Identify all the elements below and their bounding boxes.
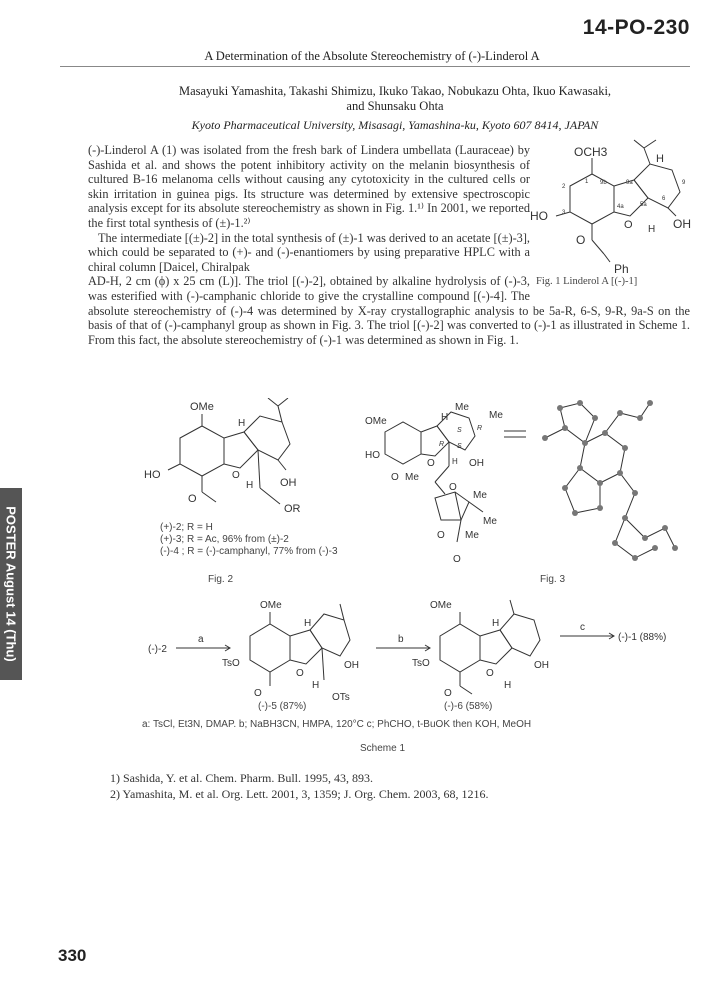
authors-line-2: and Shunsaku Ohta: [346, 99, 444, 113]
structure-label: OMe: [430, 600, 452, 611]
abstract-code: 14-PO-230: [582, 16, 690, 39]
paragraph-2: The intermediate [(±)-2] in the total synthesis of (±)-1 was derived to an acetate [(±)-3], which could be separated to (+)- and (-)-enantiomers by using preparative HPLC with a chiral column [Daicel, Chiralpak: [88, 230, 530, 274]
reference-2: 2) Yamashita, M. et al. Org. Lett. 2001, 3, 1359; J. Org. Chem. 2003, 68, 1216.: [110, 787, 489, 801]
compound-6-structure: [412, 600, 549, 699]
structure-label: b: [398, 634, 404, 645]
structure-label: OCH3: [574, 145, 608, 159]
structure-bond: [202, 492, 216, 502]
structure-label: OMe: [260, 600, 282, 611]
structure-label: H: [312, 680, 320, 691]
structure-bond: [250, 624, 290, 672]
fig1-caption: Fig. 1 Linderol A [(-)-1]: [536, 276, 638, 287]
structure-label: H: [452, 457, 458, 466]
compound-3: (+)-3; R = Ac, 96% from (±)-2: [160, 534, 289, 545]
page-number: 330: [58, 946, 87, 965]
structure-label: OH: [673, 217, 691, 231]
structure-bond: [647, 400, 653, 406]
structure-label: Me: [465, 530, 479, 541]
structure-bond: [562, 485, 568, 491]
structure-label: OH: [280, 477, 297, 489]
title-rule: [60, 66, 690, 67]
structure-bond: [652, 545, 658, 551]
structure-bond: [615, 518, 655, 558]
structure-label: 4a: [617, 204, 624, 210]
structure-bond: [562, 425, 568, 431]
structure-label: O: [624, 219, 633, 231]
structure-label: HO: [144, 469, 161, 481]
structure-bond: [604, 254, 610, 262]
structure-bond: [580, 443, 620, 483]
structure-bond: [662, 525, 668, 531]
structure-label: H: [441, 412, 449, 423]
structure-label: O: [576, 233, 586, 247]
structure-bond: [617, 410, 623, 416]
structure-bond: [224, 432, 258, 468]
structure-label: Ph: [614, 262, 629, 276]
structure-bond: [168, 464, 180, 470]
structure-bond: [634, 140, 644, 148]
paper-title: A Determination of the Absolute Stereochemistry of (-)-Linderol A: [204, 49, 540, 63]
structure-bond: [642, 535, 648, 541]
compound-2: (+)-2; R = H: [160, 522, 213, 533]
structure-label: Me: [489, 410, 503, 421]
structure-label: 9a: [626, 180, 633, 186]
structure-label: TsO: [222, 658, 240, 669]
structure-label: 3: [562, 210, 566, 216]
structure-bond: [557, 405, 563, 411]
structure-bond: [457, 520, 461, 542]
structure-label: H: [238, 418, 246, 429]
structure-label: HO: [530, 209, 548, 223]
structure-bond: [278, 460, 286, 470]
structure-bond: [602, 430, 608, 436]
structure-label: H: [304, 618, 312, 629]
structure-label: HO: [365, 450, 380, 461]
structure-bond: [278, 406, 282, 422]
structure-bond: [500, 614, 540, 656]
structure-label: (-)-2: [148, 644, 167, 655]
structure-label: Me: [455, 402, 469, 413]
structure-label: 9: [682, 180, 686, 186]
structure-bond: [258, 450, 260, 488]
compound-4: (-)-4 ; R = (-)-camphanyl, 77% from (-)-3: [160, 546, 338, 557]
structure-label: H: [492, 618, 500, 629]
structure-bond: [385, 422, 421, 464]
structure-label: H: [504, 680, 512, 691]
fig3-caption: Fig. 3: [540, 574, 566, 585]
scheme-1-drawing: [140, 596, 690, 706]
structure-bond: [592, 240, 604, 254]
structure-bond: [340, 604, 344, 620]
compound-6-label: (-)-6 (58%): [444, 701, 493, 712]
structure-bond: [180, 426, 224, 476]
structure-bond: [421, 426, 449, 456]
structure-label: O: [254, 688, 262, 699]
structure-label: R: [439, 441, 445, 448]
structure-label: 9b: [600, 180, 607, 186]
structure-bond: [632, 490, 638, 496]
structure-bond: [469, 502, 483, 512]
structure-label: 1: [585, 179, 589, 185]
structure-bond: [542, 400, 678, 561]
structure-label: OH: [534, 660, 549, 671]
structure-label: (-)-1 (88%): [618, 632, 667, 643]
structure-bond: [644, 140, 656, 148]
structure-bond: [672, 545, 678, 551]
structure-bond: [290, 630, 322, 664]
structure-label: O: [437, 530, 445, 541]
structure-bond: [435, 466, 449, 482]
structure-bond: [565, 468, 600, 513]
fig2-structure: [140, 398, 340, 518]
structure-label: OMe: [190, 401, 214, 413]
structure-label: R: [477, 425, 483, 432]
structure-label: O: [486, 668, 494, 679]
structure-label: O: [188, 493, 197, 505]
structure-label: TsO: [412, 658, 430, 669]
structure-label: OR: [284, 503, 301, 515]
references: [110, 770, 489, 802]
structure-bond: [617, 470, 623, 476]
structure-bond: [582, 440, 588, 446]
structure-label: O: [391, 472, 399, 483]
structure-bond: [268, 398, 278, 406]
structure-bond: [644, 148, 650, 164]
structure-bond: [260, 488, 280, 504]
structure-bond: [577, 400, 583, 406]
authors: [100, 84, 690, 114]
structure-label: H: [648, 224, 656, 235]
structure-label: S: [457, 427, 462, 434]
scheme-conditions: a: TsCl, Et3N, DMAP. b; NaBH3CN, HMPA, 120°C c; PhCHO, t-BuOK then KOH, MeOH: [142, 719, 532, 730]
structure-label: H: [656, 153, 664, 165]
camphanyl-ring: [435, 492, 469, 520]
structure-bond: [577, 465, 583, 471]
fig2-caption: Fig. 2: [208, 574, 234, 585]
structure-label: a: [198, 634, 204, 645]
structure-bond: [278, 398, 288, 406]
structure-bond: [480, 630, 512, 664]
structure-label: O: [449, 482, 457, 493]
structure-label: 2: [562, 184, 566, 190]
compound-5-structure: [222, 600, 359, 703]
structure-label: O: [232, 470, 240, 481]
benzene-ring: [570, 174, 614, 224]
structure-bond: [322, 648, 324, 680]
structure-label: S: [457, 443, 462, 450]
structure-label: OMe: [365, 416, 387, 427]
structure-bond: [435, 482, 445, 494]
structure-bond: [668, 208, 676, 216]
structure-bond: [572, 510, 578, 516]
structure-bond: [637, 415, 643, 421]
structure-label: Me: [473, 490, 487, 501]
structure-label: OH: [344, 660, 359, 671]
structure-label: 6: [662, 196, 666, 202]
structure-label: O: [296, 668, 304, 679]
paragraph-1: (-)-Linderol A (1) was isolated from the fresh bark of Lindera umbellata (Lauraceae) by Sashida et al. and shows the potent inhibitory activity on the melanin biosynthesis of cultured B-16 melanoma cells without causing any cytotoxicity in the cultured cells or skin irritation in guinea pigs. Its structure was determined by extensive spectroscopic analysis except for its absolute stereochemistry as shown in Fig. 1.¹⁾ In 2001, we reported the first total synthesis of (±)-1.²⁾: [88, 143, 530, 230]
reference-1: 1) Sashida, Y. et al. Chem. Pharm. Bull. 1995, 43, 893.: [110, 771, 373, 785]
paragraph-3: AD-H, 2 cm (ϕ) x 25 cm (L)]. The triol [(-)-2], obtained by alkaline hydrolysis of (-)-3, was esterified with (-)-camphanic chloride to give the crystalline compound [(-)-4]. The absolute stereochemistry of (-)-4 was determined by X-ray crystallographic analysis to be 5a-R, 6-S, 9-R, 9a-S on the basis of that of (-)-camphanyl group as shown in Fig. 3. The triol [(-)-2] was converted to (-)-1 as illustrated in Scheme 1. From this fact, the absolute stereochemistry of (-)-1 was determined as shown in Fig. 1.: [88, 274, 690, 347]
structure-bond: [612, 540, 618, 546]
structure-bond: [622, 445, 628, 451]
structure-label: 5a: [640, 202, 647, 208]
structure-bond: [440, 624, 480, 672]
structure-label: c: [580, 622, 585, 633]
structure-label: O: [427, 458, 435, 469]
poster-session-label: POSTER August 14 (Thu): [3, 506, 19, 662]
structure-bond: [605, 403, 650, 433]
affiliation: Kyoto Pharmaceutical University, Misasagi, Yamashina-ku, Kyoto 607 8414, JAPAN: [191, 118, 599, 132]
structure-bond: [622, 515, 628, 521]
compound-5-label: (-)-5 (87%): [258, 701, 307, 712]
fig1-structure: [530, 136, 695, 276]
structure-label: OH: [469, 458, 484, 469]
structure-bond: [460, 686, 472, 694]
structure-bond: [510, 600, 514, 614]
structure-bond: [244, 416, 290, 460]
structure-label: OTs: [332, 692, 350, 703]
structure-label: H: [246, 480, 254, 491]
structure-bond: [597, 480, 603, 486]
structure-label: Me: [483, 516, 497, 527]
structure-bond: [542, 435, 548, 441]
structure-bond: [592, 415, 598, 421]
authors-line-1: Masayuki Yamashita, Takashi Shimizu, Ikuko Takao, Nobukazu Ohta, Ikuo Kawasaki,: [178, 84, 612, 98]
structure-bond: [310, 614, 350, 656]
xray-ortep-drawing: [525, 398, 690, 568]
poster-session-tab: [0, 488, 22, 680]
scheme-title: Scheme 1: [360, 743, 406, 754]
structure-bond: [632, 555, 638, 561]
structure-label: O: [444, 688, 452, 699]
fig2-compound-list: [160, 522, 338, 558]
structure-label: O: [453, 554, 461, 565]
structure-bond: [597, 505, 603, 511]
structure-label: Me: [405, 472, 419, 483]
